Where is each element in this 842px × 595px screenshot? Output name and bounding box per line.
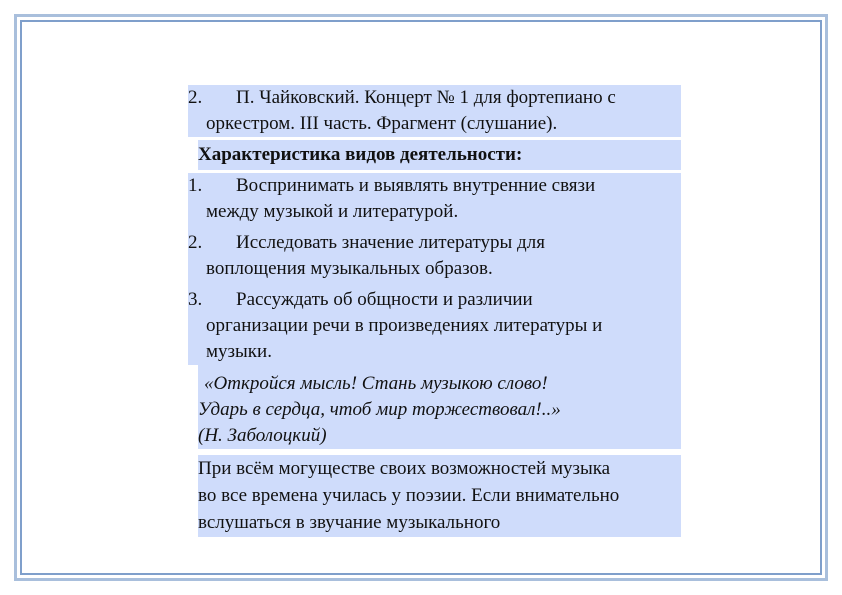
list-item-line: организации речи в произведениях литературы и <box>206 315 603 336</box>
activities-heading: Характеристика видов деятельности: <box>198 140 681 170</box>
list-item-line: между музыкой и литературой. <box>206 201 459 222</box>
list-number: 2. <box>188 87 203 108</box>
list-item-activity-3 <box>188 287 681 365</box>
list-item-line: музыки. <box>206 341 272 362</box>
quote-line: «Откройся мысль! Стань музыкою слово! <box>204 373 548 394</box>
slide-content <box>188 85 681 537</box>
list-item-activity-2 <box>188 230 681 287</box>
quote-line: Ударь в сердца, чтоб мир торжествовал!..» <box>198 399 561 420</box>
list-item-line: Рассуждать об общности и различии <box>236 289 533 310</box>
paragraph-line: При всём могуществе своих возможностей музыка <box>198 458 611 479</box>
list-number: 1. <box>188 175 203 196</box>
body-paragraph <box>198 455 681 537</box>
list-item-line: оркестром. III часть. Фрагмент (слушание). <box>206 113 558 134</box>
poem-quote <box>198 365 681 449</box>
list-item-concert <box>188 85 681 137</box>
list-item-line: воплощения музыкальных образов. <box>206 258 493 279</box>
paragraph-line: во все времена училась у поэзии. Если внимательно <box>198 485 620 506</box>
list-number: 3. <box>188 289 203 310</box>
paragraph-line: вслушаться в звучание музыкального <box>198 512 501 533</box>
quote-author: (Н. Заболоцкий) <box>198 425 327 446</box>
list-number: 2. <box>188 232 203 253</box>
list-item-line: Воспринимать и выявлять внутренние связи <box>236 175 596 196</box>
list-item-line: Исследовать значение литературы для <box>236 232 545 253</box>
list-item-activity-1 <box>188 173 681 230</box>
list-item-line: П. Чайковский. Концерт № 1 для фортепиано с <box>236 87 616 108</box>
